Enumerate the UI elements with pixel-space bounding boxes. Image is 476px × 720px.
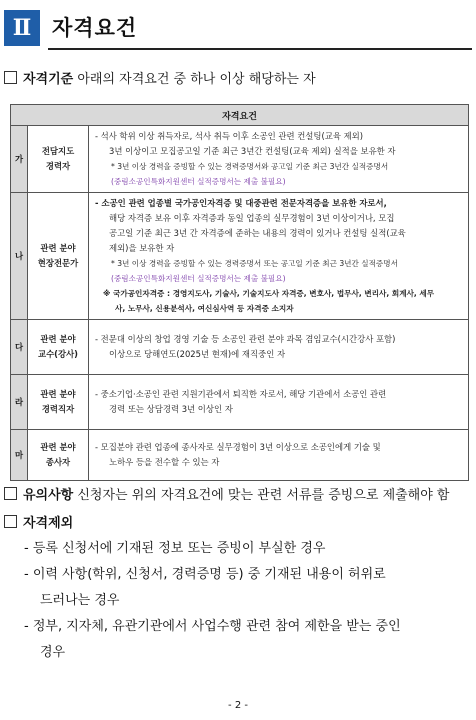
row-description (89, 126, 469, 193)
row-description (89, 320, 469, 375)
row-category (28, 126, 89, 193)
desc-note: (중림소공인특화지원센터 실적증명서는 제출 불필요) (111, 274, 286, 283)
criteria-label: 자격기준 (23, 72, 74, 87)
desc-line: 해당 자격증 보유 이후 자격증과 동일 업종의 실무경험이 3년 이상이거나, 모집 (109, 213, 395, 223)
list-item: - 등록 신청서에 기재된 정보 또는 증빙이 부실한 경우 (24, 541, 326, 556)
exclusion-heading (4, 512, 73, 531)
desc-line: 제외)을 보유한 자 (109, 243, 175, 253)
exclusion-list (24, 536, 401, 666)
row-description (89, 193, 469, 320)
list-item: 경우 (40, 645, 66, 660)
section-title: 자격요건 (52, 16, 138, 40)
desc-line: 경력 또는 상담경력 3년 이상인 자 (109, 404, 233, 414)
qualification-criteria (4, 68, 316, 87)
notice (4, 484, 450, 503)
title-underline (48, 48, 472, 50)
page-number: - 2 - (228, 700, 248, 711)
row-description (89, 375, 469, 430)
category-line: 관련 분야 (40, 442, 76, 452)
checkbox-square-icon (4, 71, 17, 84)
row-category (28, 375, 89, 430)
desc-extra: 사, 노무사, 신용분석사, 여신심사역 등 자격증 소지자 (115, 304, 294, 313)
category-line: 관련 분야 (40, 243, 76, 253)
row-description (89, 430, 469, 481)
category-line: 현장전문가 (37, 258, 79, 268)
table-row (11, 126, 469, 193)
notice-label: 유의사항 (23, 488, 74, 503)
row-category (28, 193, 89, 320)
table-header: 자격요건 (11, 105, 469, 126)
desc-line: 3년 이상이고 모집공고일 기준 최근 3년간 컨설팅(교육 제외) 실적을 보유한 자 (109, 146, 396, 156)
desc-line: - 모집분야 관련 업종에 종사자로 실무경험이 3년 이상으로 소공인에게 기술 및 (95, 442, 381, 452)
desc-line: - 석사 학위 이상 취득자로, 석사 취득 이후 소공인 관련 컨설팅(교육 제외) (95, 131, 364, 141)
desc-line: 노하우 등을 전수할 수 있는 자 (109, 457, 220, 467)
desc-line: - 중소기업·소공인 관련 지원기관에서 퇴직한 자로서, 해당 기관에서 소공인 관련 (95, 389, 387, 399)
row-category (28, 430, 89, 481)
checkbox-square-icon (4, 487, 17, 500)
exclusion-label: 자격제외 (23, 516, 74, 531)
qualification-table (10, 104, 469, 481)
row-label: 마 (11, 430, 28, 481)
table-row (11, 375, 469, 430)
desc-line: - 전문대 이상의 창업 경영 기술 등 소공인 관련 분야 과목 겸임교수(시간강사 포함) (95, 334, 396, 344)
list-item: 드러나는 경우 (40, 593, 120, 608)
notice-text: 신청자는 위의 자격요건에 맞는 관련 서류를 증빙으로 제출해야 함 (73, 488, 450, 503)
row-label: 나 (11, 193, 28, 320)
desc-line: 공고일 기준 최근 3년 간 자격증에 준하는 내용의 경력이 있거나 컨설팅 실적(교육 (109, 228, 406, 238)
category-line: 경력직자 (41, 404, 75, 414)
desc-line: * 3년 이상 경력을 증빙할 수 있는 경력증명서와 공고일 기준 최근 3년간 실적증명서 (111, 162, 389, 171)
list-item: - 이력 사항(학위, 신청서, 경력증명 등) 중 기재된 내용이 허위로 (24, 567, 386, 582)
desc-line: - 소공인 관련 업종별 국가공인자격증 및 대중관련 전문자격증을 보유한 자로서, (95, 198, 387, 208)
list-item: - 정부, 지자체, 유관기관에서 사업수행 관련 참여 제한을 받는 중인 (24, 619, 401, 634)
table-row (11, 430, 469, 481)
section-number-badge: Ⅱ (4, 10, 40, 46)
row-category (28, 320, 89, 375)
desc-note: (중림소공인특화지원센터 실적증명서는 제출 불필요) (111, 177, 286, 186)
category-line: 종사자 (45, 457, 71, 467)
row-label: 다 (11, 320, 28, 375)
category-line: 관련 분야 (40, 334, 76, 344)
category-line: 관련 분야 (40, 389, 76, 399)
category-line: 교수(강사) (37, 349, 79, 359)
category-line: 전담지도 (41, 146, 75, 156)
table-row (11, 193, 469, 320)
row-label: 라 (11, 375, 28, 430)
category-line: 경력자 (45, 161, 71, 171)
row-label: 가 (11, 126, 28, 193)
desc-line: * 3년 이상 경력을 증빙할 수 있는 경력증명서 또는 공고일 기준 최근 3년간 실적증명서 (111, 259, 398, 268)
checkbox-square-icon (4, 515, 17, 528)
criteria-text: 아래의 자격요건 중 하나 이상 해당하는 자 (73, 72, 316, 87)
table-row (11, 320, 469, 375)
desc-line: 이상으로 당해연도(2025년 현재)에 재직중인 자 (109, 349, 286, 359)
section-header (4, 10, 470, 50)
desc-extra: ※ 국가공인자격증 : 경영지도사, 기술사, 기술지도사 자격증, 변호사, 법무사, 변리사, 회계사, 세무 (103, 289, 435, 298)
